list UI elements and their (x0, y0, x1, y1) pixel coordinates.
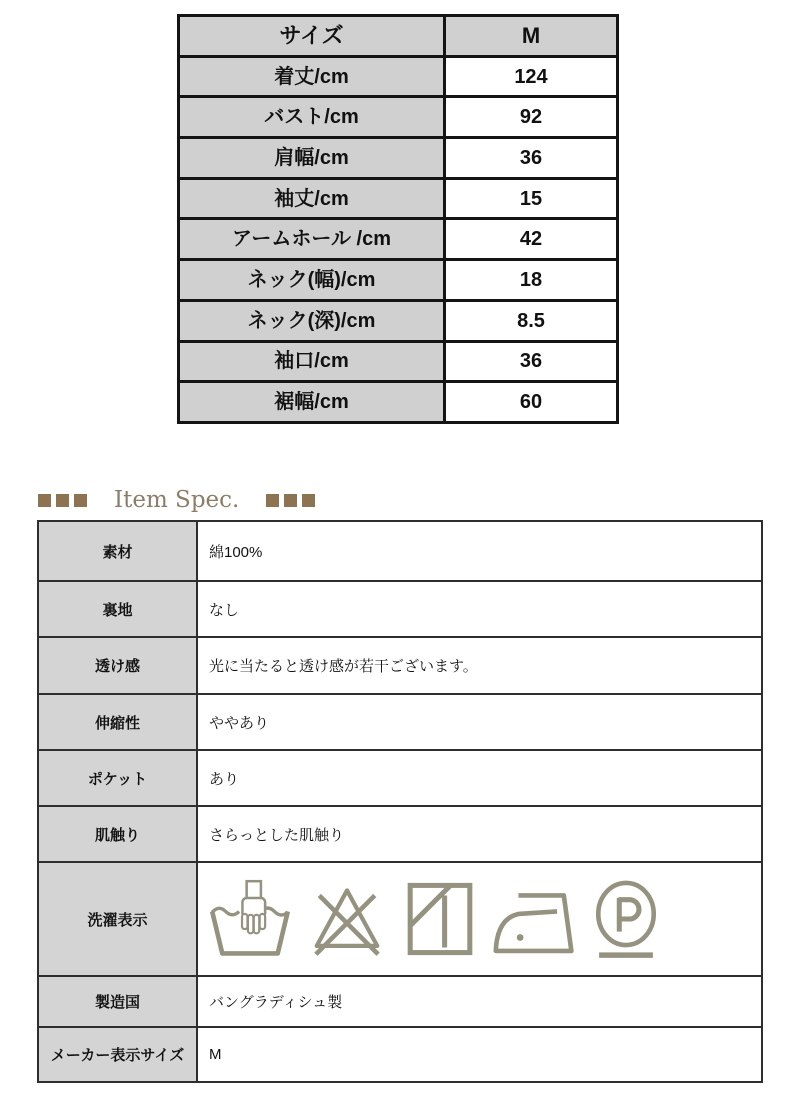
spec-row-label: 透け感 (39, 638, 196, 693)
size-row-value: 124 (446, 58, 616, 96)
care-symbols (198, 863, 761, 975)
size-row-value: 36 (446, 343, 616, 381)
size-row-label: 裾幅/cm (180, 383, 443, 421)
iron-low-icon (489, 877, 579, 961)
spec-row-label: 裏地 (39, 582, 196, 636)
spec-row-value: M (198, 1028, 761, 1081)
size-row-value: 18 (446, 261, 616, 299)
size-chart-header-label: サイズ (180, 17, 443, 55)
spec-row-label: 製造国 (39, 977, 196, 1026)
size-row-value: 36 (446, 139, 616, 177)
item-spec-title: Item Spec. (114, 486, 240, 513)
size-row-label: 着丈/cm (180, 58, 443, 96)
spec-row-value: バングラディシュ製 (198, 977, 761, 1026)
size-row-value: 8.5 (446, 302, 616, 340)
size-row-value: 92 (446, 98, 616, 136)
item-spec-table (37, 520, 763, 1083)
hand-wash-icon (206, 877, 294, 961)
size-row-label: バスト/cm (180, 98, 443, 136)
spec-row-value: あり (198, 751, 761, 805)
spec-row-label: メーカー表示サイズ (39, 1028, 196, 1081)
professional-cleaning-p-icon (588, 877, 664, 961)
size-row-label: 肩幅/cm (180, 139, 443, 177)
size-row-value: 42 (446, 220, 616, 258)
decor-squares-left-icon (38, 494, 87, 507)
size-row-value: 15 (446, 180, 616, 218)
size-chart-table (177, 14, 619, 424)
spec-row-value: 光に当たると透け感が若干ございます。 (198, 638, 761, 693)
line-dry-in-shade-icon (400, 877, 480, 961)
size-row-value: 60 (446, 383, 616, 421)
size-chart-header-value: M (446, 17, 616, 55)
decor-squares-right-icon (266, 494, 315, 507)
spec-row-label: 素材 (39, 522, 196, 580)
spec-row-value: 綿100% (198, 522, 761, 580)
size-row-label: ネック(幅)/cm (180, 261, 443, 299)
size-row-label: アームホール /cm (180, 220, 443, 258)
size-row-label: 袖口/cm (180, 343, 443, 381)
spec-row-value: なし (198, 582, 761, 636)
care-row-label: 洗濯表示 (39, 863, 196, 975)
spec-row-value: さらっとした肌触り (198, 807, 761, 861)
spec-row-label: 伸縮性 (39, 695, 196, 749)
size-row-label: 袖丈/cm (180, 180, 443, 218)
spec-row-label: 肌触り (39, 807, 196, 861)
spec-row-value: ややあり (198, 695, 761, 749)
do-not-bleach-icon (303, 877, 391, 961)
spec-row-label: ポケット (39, 751, 196, 805)
size-row-label: ネック(深)/cm (180, 302, 443, 340)
item-spec-heading (38, 488, 315, 512)
